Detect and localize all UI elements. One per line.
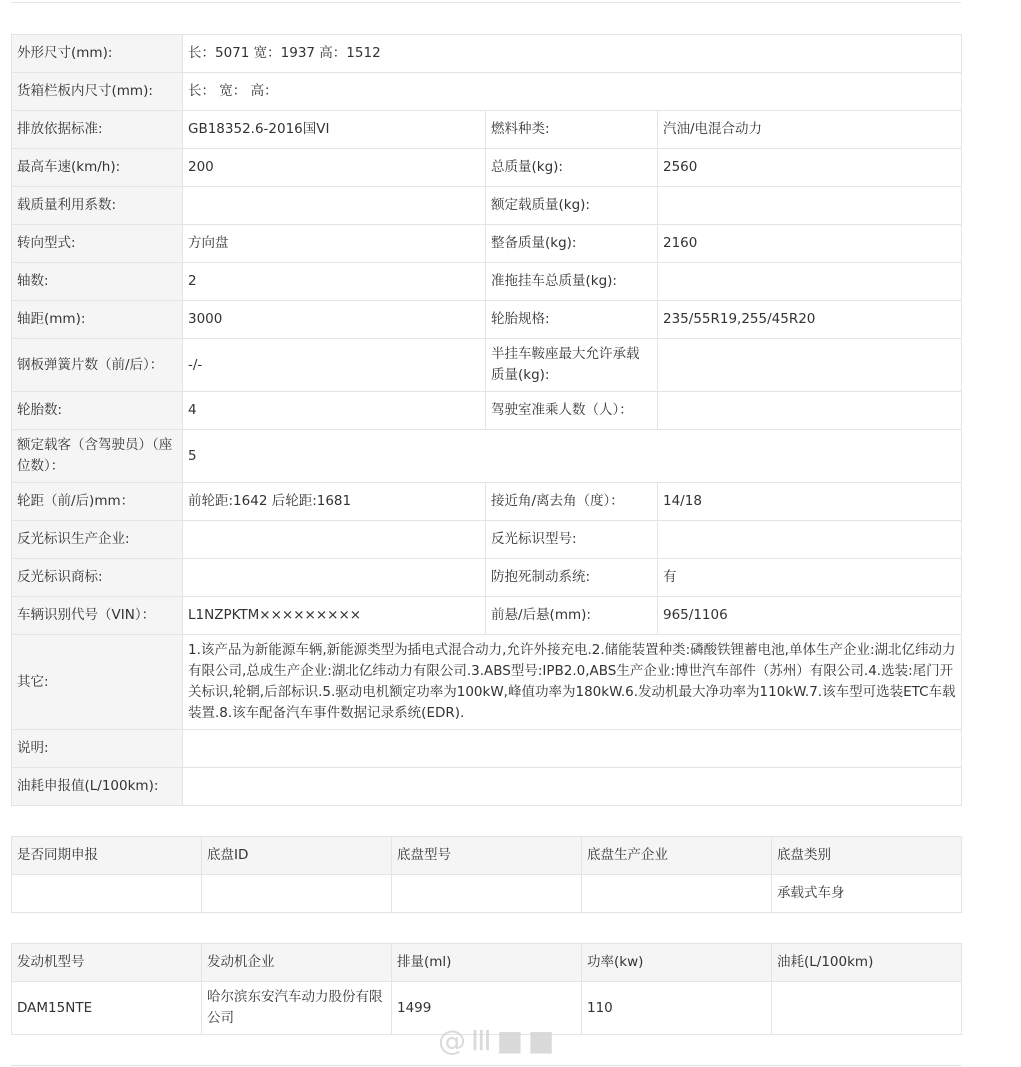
- table-row: [12, 149, 962, 187]
- column-header: 底盘型号: [392, 837, 582, 875]
- leaf-spring-label: 钢板弹簧片数（前/后）：: [12, 339, 183, 392]
- table-cell: DAM15NTE: [12, 982, 202, 1035]
- table-row: [12, 263, 962, 301]
- saddle-load-value: [658, 339, 962, 392]
- cargo-box-value: 长： 宽： 高：: [183, 73, 962, 111]
- reflector-brand-label: 反光标识商标:: [12, 559, 183, 597]
- table-row: [12, 73, 962, 111]
- fuel-consumption-value: [183, 768, 962, 806]
- table-cell: [582, 875, 772, 913]
- column-header: 发动机型号: [12, 944, 202, 982]
- notes-value: [183, 730, 962, 768]
- table-row: [12, 597, 962, 635]
- dimensions-label: 外形尺寸(mm):: [12, 35, 183, 73]
- table-row: [12, 430, 962, 483]
- notes-label: 说明:: [12, 730, 183, 768]
- approach-label: 接近角/离去角（度）：: [486, 483, 658, 521]
- table-row: [12, 225, 962, 263]
- table-cell: 承载式车身: [772, 875, 962, 913]
- watermark: @ III ■ ■: [438, 1024, 553, 1057]
- vin-value: L1NZPKTM×××××××××: [183, 597, 486, 635]
- tire-count-value: 4: [183, 392, 486, 430]
- spec-table: [11, 34, 962, 806]
- column-header: 功率(kw): [582, 944, 772, 982]
- trailer-mass-value: [658, 263, 962, 301]
- bottom-divider: [11, 1065, 961, 1066]
- table-row: [12, 35, 962, 73]
- fuel-value: 汽油/电混合动力: [658, 111, 962, 149]
- table-cell: 哈尔滨东安汽车动力股份有限公司: [202, 982, 392, 1035]
- table-cell: [772, 982, 962, 1035]
- table-cell: [202, 875, 392, 913]
- reflector-maker-label: 反光标识生产企业:: [12, 521, 183, 559]
- table-row: [12, 875, 962, 913]
- table-header-row: [12, 837, 962, 875]
- overhang-value: 965/1106: [658, 597, 962, 635]
- top-divider: [11, 0, 961, 3]
- leaf-spring-value: -/-: [183, 339, 486, 392]
- abs-value: 有: [658, 559, 962, 597]
- axles-label: 轴数:: [12, 263, 183, 301]
- table-cell: 110: [582, 982, 772, 1035]
- tire-spec-label: 轮胎规格:: [486, 301, 658, 339]
- rated-load-value: [658, 187, 962, 225]
- tire-count-label: 轮胎数:: [12, 392, 183, 430]
- wheelbase-value: 3000: [183, 301, 486, 339]
- table-cell: 1499: [392, 982, 582, 1035]
- fuel-consumption-label: 油耗申报值(L/100km):: [12, 768, 183, 806]
- abs-label: 防抱死制动系统:: [486, 559, 658, 597]
- reflector-maker-value: [183, 521, 486, 559]
- top-speed-label: 最高车速(km/h):: [12, 149, 183, 187]
- track-value: 前轮距:1642 后轮距:1681: [183, 483, 486, 521]
- table-header-row: [12, 944, 962, 982]
- steering-label: 转向型式:: [12, 225, 183, 263]
- passengers-label: 额定载客（含驾驶员）（座位数）：: [12, 430, 183, 483]
- reflector-model-value: [658, 521, 962, 559]
- load-util-label: 载质量利用系数:: [12, 187, 183, 225]
- table-row: [12, 559, 962, 597]
- load-util-value: [183, 187, 486, 225]
- table-row: [12, 521, 962, 559]
- top-speed-value: 200: [183, 149, 486, 187]
- saddle-load-label: 半挂车鞍座最大允许承载质量(kg):: [486, 339, 658, 392]
- emission-label: 排放依据标准:: [12, 111, 183, 149]
- table-row: [12, 301, 962, 339]
- column-header: 发动机企业: [202, 944, 392, 982]
- table-row: [12, 730, 962, 768]
- reflector-brand-value: [183, 559, 486, 597]
- cab-seats-label: 驾驶室准乘人数（人）：: [486, 392, 658, 430]
- cargo-box-label: 货箱栏板内尺寸(mm):: [12, 73, 183, 111]
- trailer-mass-label: 准拖挂车总质量(kg):: [486, 263, 658, 301]
- column-header: 排量(ml): [392, 944, 582, 982]
- gross-mass-value: 2560: [658, 149, 962, 187]
- gross-mass-label: 总质量(kg):: [486, 149, 658, 187]
- curb-mass-label: 整备质量(kg):: [486, 225, 658, 263]
- other-label: 其它:: [12, 635, 183, 730]
- column-header: 底盘ID: [202, 837, 392, 875]
- table-row: [12, 392, 962, 430]
- track-label: 轮距（前/后)mm：: [12, 483, 183, 521]
- fuel-label: 燃料种类:: [486, 111, 658, 149]
- cab-seats-value: [658, 392, 962, 430]
- column-header: 底盘类别: [772, 837, 962, 875]
- wheelbase-label: 轴距(mm):: [12, 301, 183, 339]
- other-value: 1.该产品为新能源车辆,新能源类型为插电式混合动力,允许外接充电.2.储能装置种类:磷酸铁锂蓄电池,单体生产企业:湖北亿纬动力有限公司,总成生产企业:湖北亿纬动力有限公司.3.ABS型号:IPB2.0,ABS生产企业:博世汽车部件（苏州）有限公司.4.选装:尾门开关标识,轮辋,后部标识.5.驱动电机额定功率为100kW,峰值功率为180kW.6.发动机最大净功率为110kW.7.该车型可选装ETC车载装置.8.该车配备汽车事件数据记录系统(EDR).: [183, 635, 962, 730]
- tire-spec-value: 235/55R19,255/45R20: [658, 301, 962, 339]
- engine-table: [11, 943, 962, 1035]
- rated-load-label: 额定载质量(kg):: [486, 187, 658, 225]
- emission-value: GB18352.6-2016国VI: [183, 111, 486, 149]
- column-header: 是否同期申报: [12, 837, 202, 875]
- table-row: [12, 111, 962, 149]
- axles-value: 2: [183, 263, 486, 301]
- table-row: [12, 483, 962, 521]
- curb-mass-value: 2160: [658, 225, 962, 263]
- chassis-table: [11, 836, 962, 913]
- dimensions-value: 长：5071 宽：1937 高：1512: [183, 35, 962, 73]
- table-row: [12, 768, 962, 806]
- approach-value: 14/18: [658, 483, 962, 521]
- column-header: 油耗(L/100km): [772, 944, 962, 982]
- column-header: 底盘生产企业: [582, 837, 772, 875]
- steering-value: 方向盘: [183, 225, 486, 263]
- table-cell: [392, 875, 582, 913]
- reflector-model-label: 反光标识型号:: [486, 521, 658, 559]
- passengers-value: 5: [183, 430, 962, 483]
- table-cell: [12, 875, 202, 913]
- vin-label: 车辆识别代号（VIN）：: [12, 597, 183, 635]
- table-row: [12, 187, 962, 225]
- table-row: [12, 635, 962, 730]
- overhang-label: 前悬/后悬(mm):: [486, 597, 658, 635]
- table-row: [12, 339, 962, 392]
